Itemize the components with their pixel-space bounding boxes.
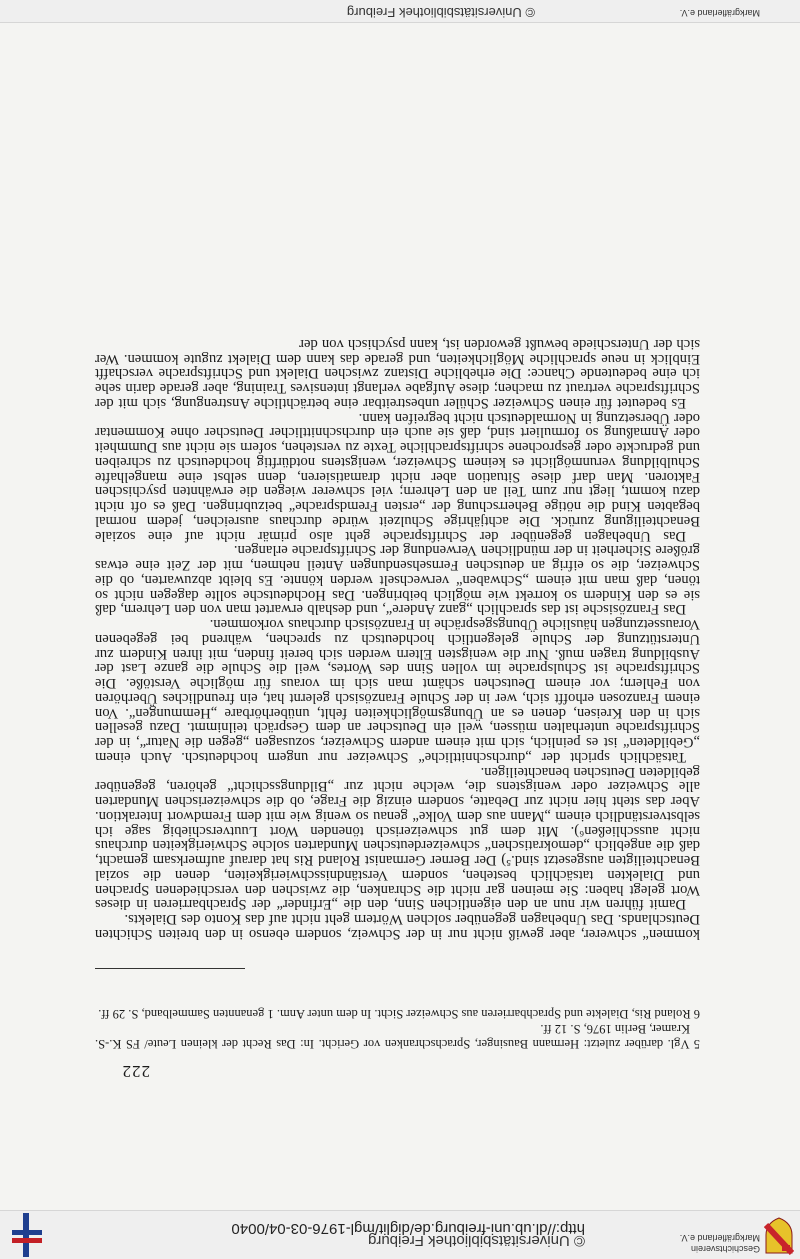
library-credit: © Universitätsbibliothek Freiburg (368, 1232, 585, 1249)
paragraph: Damit führen wir nun an den eigentlichen Sinn, den die „Erfinder“ der Sprachbarrieren in dieses Wort gelegt haben: Sie meinen gar nicht die Schranken, die zwischen den verschiedenen Sprachen und Dialekten tatsächlich bestehen, sondern Verständnisschwierigkeiten, denen die sozial Benachteiligten ausgesetzt sind.⁵) Der Berner Germanist Roland Ris hat darauf aufmerksam gemacht, daß die angeblich „demokratischen“ schweizerdeutschen Mundarten solche Schwierigkeiten durchaus nicht ausschließen⁶). Mit dem gut schweizerisch tönenden Wort Luutverschiebig sage ich selbstverständlich einem „Mann aus dem Volke“ genau so wenig wie mit dem Fremdwort Interaktion. Aber das steht hier nicht zur Debatte, sondern einzig die Frage, ob die schweizerischen Mundarten alle Schweizer oder wenigstens die, welche nicht zur „Bildungsschicht“ gehören, gegenüber gebildeten Deutschen benachteiligen. (95, 763, 700, 913)
body-text (95, 336, 700, 941)
paragraph: kommen“ schwerer, aber gewiß nicht nur in der Schweiz, sondern ebenso in den breiten Schichten Deutschlands. Das Unbehagen gegenüber solchen Wörtern geht nicht auf das Konto des Dialekts. (95, 911, 700, 942)
coat-of-arms-icon (764, 1217, 794, 1255)
source-url-link[interactable]: http://dl.ub.uni-freiburg.de/diglit/mgl-1976-03-04/0040 (231, 1220, 585, 1237)
viewer-header (0, 1210, 800, 1259)
paragraph: Tatsächlich spricht der „durchschnittliche“ Schweizer nur ungern hochdeutsch. Auch einem „Gebildeten“ ist es peinlich, sich mit einem andern Schweizer, sozusagen „gegen die Natur“, in der Schriftsprache unterhalten müssen, weil ein Deutscher an dem Gespräch teilnimmt. Dazu gesellen sich in den Kreisen, denen es an Übungsmöglichkeiten fehlt, unüberhörbare „Hemmungen“. Von einem Franzosen erhofft sich, wer in der Schule Französisch gelernt hat, ein freundliches Überhören von Fehlern; vor einem Deutschen schämt man sich im voraus für mögliche Verstöße. Die Schriftsprache ist Schulsprache im vollen Sinn des Wortes, weil die Schule die ganze Last der Ausbildung tragen muß. Nur die wenigsten Eltern werden sich bereit finden, mit ihren Kindern zur Unterstützung der Schule gelegentlich hochdeutsch zu sprechen, während bei gegebenen Voraussetzungen häusliche Übungsgespräche in Französisch durchaus vorkommen. (95, 616, 700, 765)
footnotes (95, 1006, 700, 1051)
footer-credit: © Universitätsbibliothek Freiburg (346, 5, 535, 20)
footnote-divider (95, 968, 245, 969)
footnote: 5 Vgl. darüber zuletzt: Hermann Bausinger, Sprachschranken vor Gericht. In: Das Recht der kleinen Leute/ FS K.-S. Kramer, Berlin 1976, S. 12 ff. (95, 1022, 700, 1051)
viewer-footer (0, 0, 800, 23)
university-logo-icon (8, 1213, 46, 1257)
association-name: Geschichtsverein Markgräflerland e.V. (679, 1233, 760, 1254)
paragraph: Das Französische ist das sprachlich „ganz Andere“, und deshalb erwartet man von den Lehrern, daß sie es den Kindern so korrekt wie möglich beibringen. Das Hochdeutsche sollte dagegen nicht so tönen, daß man mit einem „Schwaben“ verwechselt werden könnte. Es bleibt abzuwarten, ob die Schweizer, die so eifrig an deutschen Fernsehsendungen Anteil nehmen, mit der Zeit eine etwas größere Sicherheit in der mündlichen Verwendung der Schriftsprache erlangen. (95, 542, 700, 618)
association-name-footer: Markgräflerland e.V. (679, 8, 760, 18)
paragraph: Das Unbehagen gegenüber der Schriftsprache geht also primär nicht auf eine soziale Benachteiligung zurück. Die achtjährige Schulzeit würde durchaus ausreichen, jedem normal begabten Kind die nötige Beherrschung der „ersten Fremdsprache“ beizubringen. Daß es oft nicht dazu kommt, liegt nur zum Teil an den Lehrern; viel schwerer wiegen die erwähnten psychischen Faktoren. Man darf diese Situation aber nicht dramatisieren, denn selbst eine mangelhafte Schulbildung verunmöglicht es keinem Schweizer, wenigstens notdürftig hochdeutsch zu schreiben und gedruckte oder gesprochene schriftsprachliche Texte zu verstehen, sofern sie nicht aus Dummheit oder Anmaßung so formuliert sind, daß sie auch ein durchschnittlicher Deutscher ohne Kommentar oder Übersetzung in Normaldeutsch nicht begreifen kann. (95, 409, 700, 544)
paragraph: Es bedeutet für einen Schweizer Schüler unbestreitbar eine beträchtliche Anstrengung, sich mit der Schriftsprache vertraut zu machen; diese Aufgabe verlangt intensives Training, aber gerade darin sehe ich eine bedeutende Chance: Die erhebliche Distanz zwischen Dialekt und Schriftsprache verschafft Einblick in neue sprachliche Möglichkeiten, und gerade das kann dem Dialekt zugute kommen. Wer sich der Unterschiede bewußt geworden ist, kann psychisch von der (95, 336, 700, 411)
page-number: 222 (121, 1062, 150, 1081)
footnote: 6 Roland Ris, Dialekte und Sprachbarrieren aus Schweizer Sicht. In dem unter Anm. 1 genannten Sammelband, S. 29 ff. (98, 1007, 700, 1021)
